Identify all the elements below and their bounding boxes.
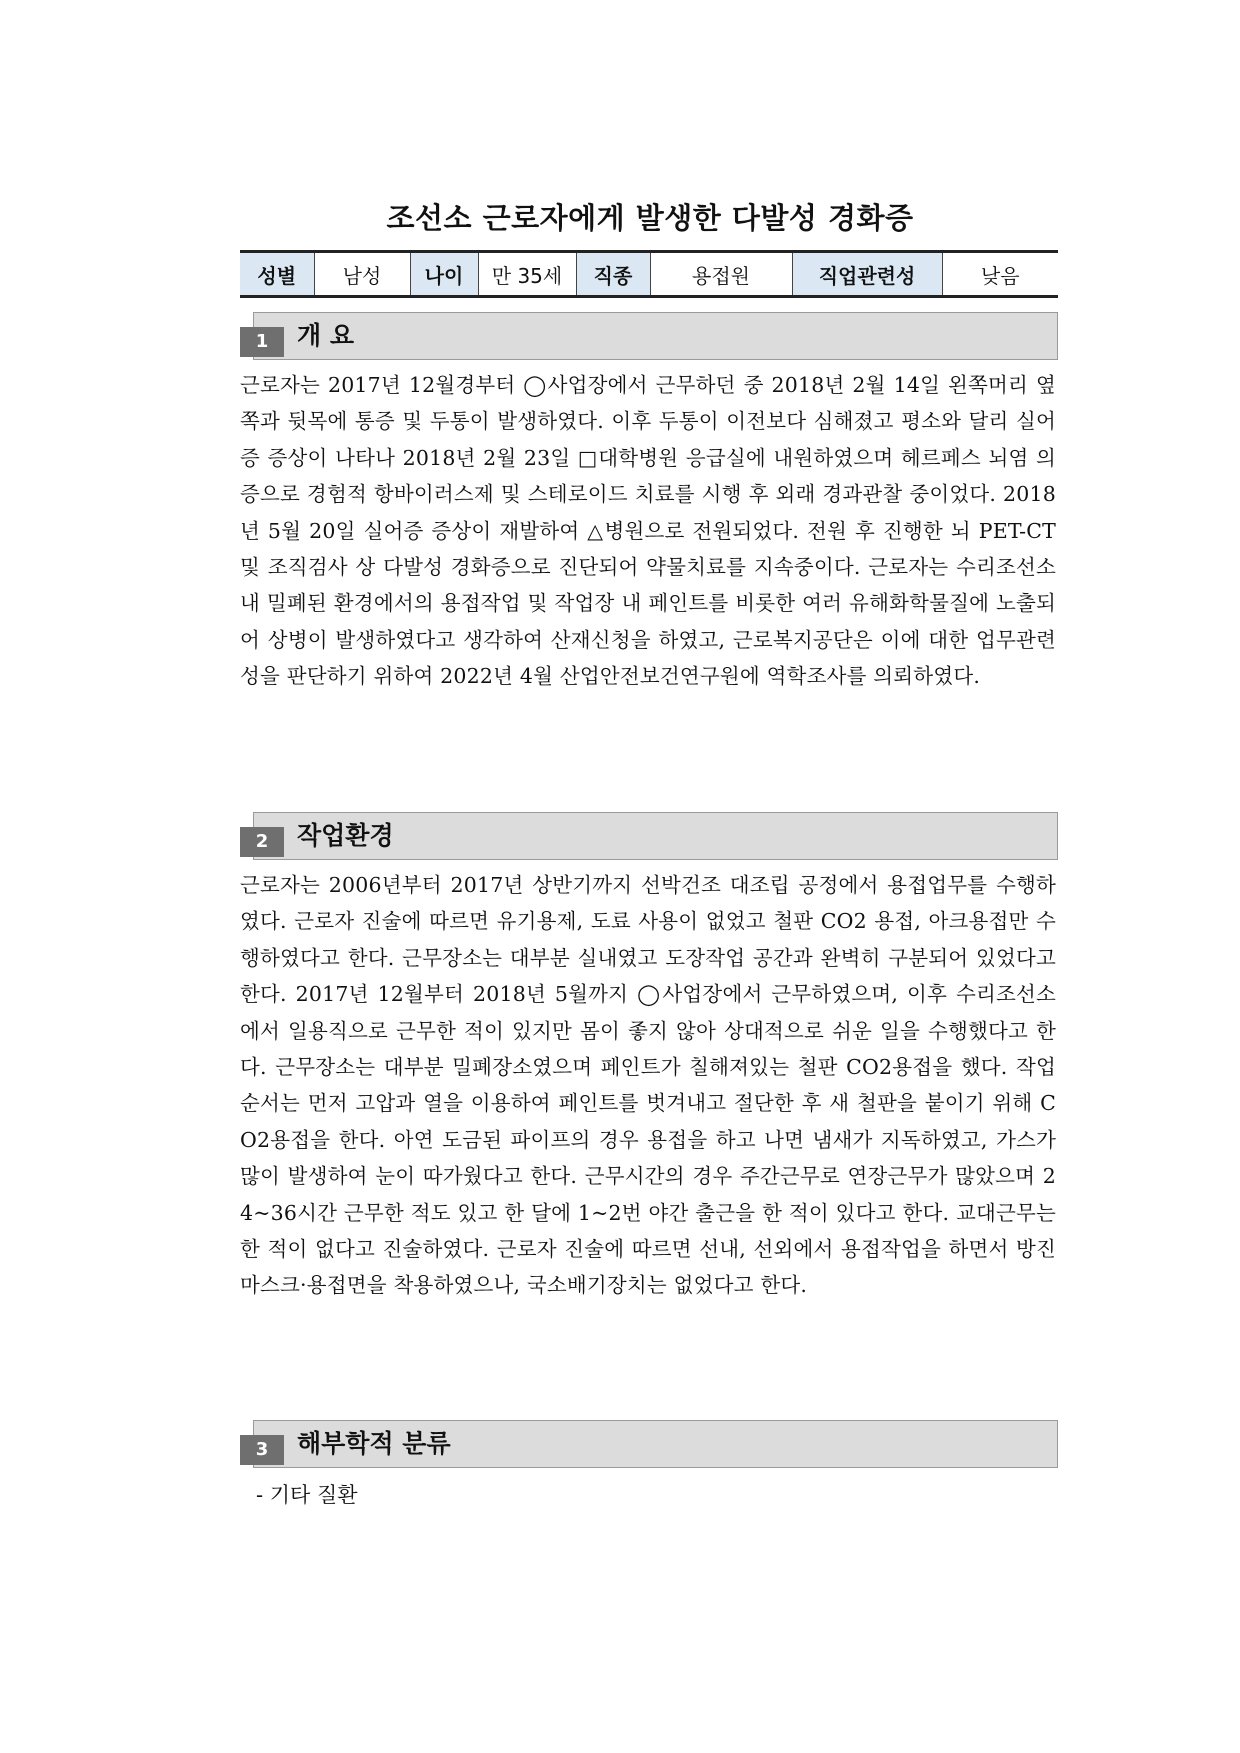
section-number: 3 <box>240 1435 284 1465</box>
document-title: 조선소 근로자에게 발생한 다발성 경화증 <box>386 201 914 235</box>
section-title: 작업환경 <box>297 821 394 850</box>
age-label: 나이 <box>410 252 478 297</box>
section-1-header <box>240 312 1058 362</box>
age-value: 만 35세 <box>478 252 576 297</box>
section-1-body: 근로자는 2017년 12월경부터 ◯사업장에서 근무하던 중 2018년 2월 14일 왼쪽머리 옆쪽과 뒷목에 통증 및 두통이 발생하였다. 이후 두통이 이전보다 심해졌고 평소와 달리 실어증 증상이 나타나 2018년 2월 23일 □대학병원 응급실에 내원하였으며 헤르페스 뇌염 의증으로 경험적 항바이러스제 및 스테로이드 치료를 시행 후 외래 경과관찰 중이었다. 2018년 5월 20일 실어증 증상이 재발하여 △병원으로 전원되었다. 전원 후 진행한 뇌 PET-CT 및 조직검사 상 다발성 경화증으로 진단되어 약물치료를 지속중이다. 근로자는 수리조선소 내 밀폐된 환경에서의 용접작업 및 작업장 내 페인트를 비롯한 여러 유해화학물질에 노출되어 상병이 발생하였다고 생각하여 산재신청을 하였고, 근로복지공단은 이에 대한 업무관련성을 판단하기 위하여 2022년 4월 산업안전보건연구원에 역학조사를 의뢰하였다. <box>240 373 1056 689</box>
relevance-value: 낮음 <box>942 252 1058 297</box>
anatomical-classification-item: - 기타 질환 <box>256 1483 358 1507</box>
section-title: 해부학적 분류 <box>297 1429 451 1458</box>
sex-value: 남성 <box>314 252 410 297</box>
section-header-bar <box>253 312 1058 360</box>
sex-label: 성별 <box>240 252 314 297</box>
section-title: 개 요 <box>297 321 355 350</box>
section-2-body: 근로자는 2006년부터 2017년 상반기까지 선박건조 대조립 공정에서 용접업무를 수행하였다. 근로자 진술에 따르면 유기용제, 도료 사용이 없었고 철판 CO2 용접, 아크용접만 수행하였다고 한다. 근무장소는 대부분 실내였고 도장작업 공간과 완벽히 구분되어 있었다고 한다. 2017년 12월부터 2018년 5월까지 ◯사업장에서 근무하였으며, 이후 수리조선소에서 일용직으로 근무한 적이 있지만 몸이 좋지 않아 상대적으로 쉬운 일을 수행했다고 한다. 근무장소는 대부분 밀폐장소였으며 페인트가 칠해져있는 철판 CO2용접을 했다. 작업순서는 먼저 고압과 열을 이용하여 페인트를 벗겨내고 절단한 후 새 철판을 붙이기 위해 CO2용접을 한다. 아연 도금된 파이프의 경우 용접을 하고 나면 냄새가 지독하였고, 가스가 많이 발생하여 눈이 따가웠다고 한다. 근무시간의 경우 주간근무로 연장근무가 많았으며 24~36시간 근무한 적도 있고 한 달에 1~2번 야간 출근을 한 적이 있다고 한다. 교대근무는 한 적이 없다고 진술하였다. 근로자 진술에 따르면 선내, 선외에서 용접작업을 하면서 방진마스크·용접면을 착용하였으나, 국소배기장치는 없었다고 한다. <box>240 873 1056 1298</box>
job-value: 용접원 <box>650 252 792 297</box>
job-label: 직종 <box>576 252 650 297</box>
section-number: 1 <box>240 327 284 357</box>
section-number: 2 <box>240 827 284 857</box>
section-2-header <box>240 812 1058 862</box>
section-3-header <box>240 1420 1058 1470</box>
case-info-table <box>240 250 1058 298</box>
relevance-label: 직업관련성 <box>792 252 942 297</box>
